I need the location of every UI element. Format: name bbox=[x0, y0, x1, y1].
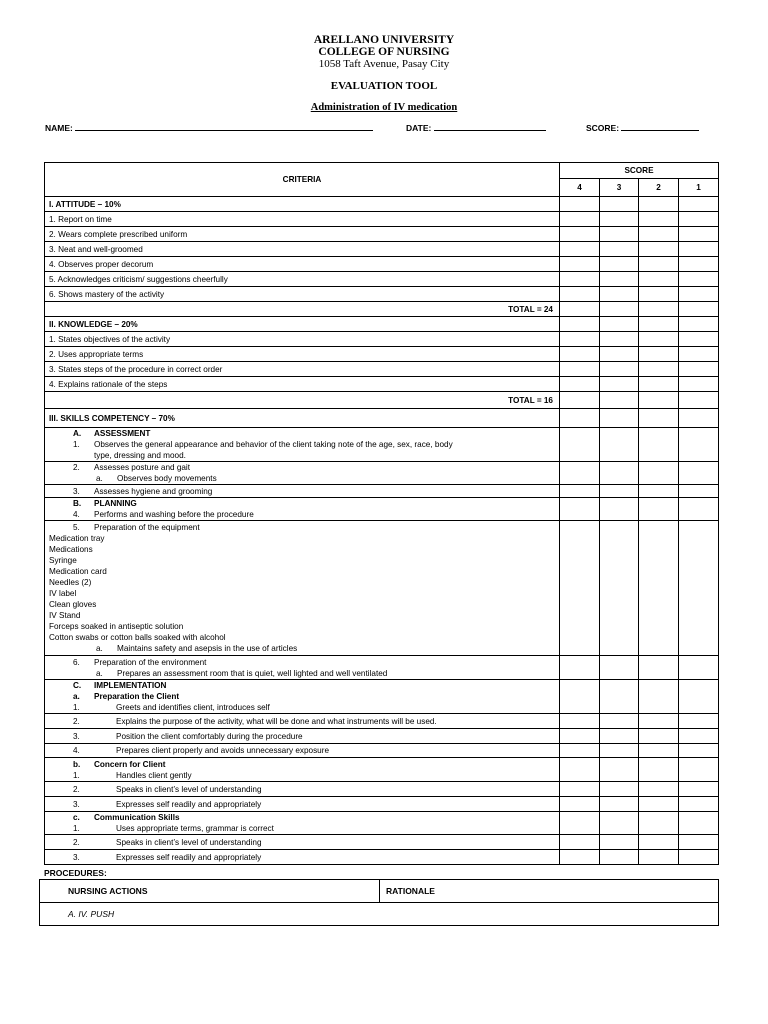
university-name: ARELLANO UNIVERSITY bbox=[313, 34, 455, 46]
score-cell[interactable] bbox=[560, 347, 600, 362]
score-cell[interactable] bbox=[679, 729, 719, 744]
concern-block: b. Concern for Client 1. Handles client gently bbox=[45, 758, 560, 782]
college-name: COLLEGE OF NURSING bbox=[318, 46, 450, 58]
score-cell[interactable] bbox=[560, 680, 600, 714]
score-cell bbox=[639, 197, 679, 212]
planning-block: B. PLANNING 4. Performs and washing before the procedure bbox=[45, 498, 560, 521]
score-cell[interactable] bbox=[600, 850, 639, 865]
tool-title: EVALUATION TOOL bbox=[330, 80, 438, 92]
score-cell[interactable] bbox=[679, 498, 719, 521]
score-cell[interactable] bbox=[560, 462, 600, 485]
score-cell[interactable] bbox=[639, 362, 679, 377]
score-cell[interactable] bbox=[600, 812, 639, 835]
score-cell[interactable] bbox=[639, 850, 679, 865]
score-cell bbox=[679, 302, 719, 317]
assessment-item: 2. Assesses posture and gait a. Observes body movements bbox=[45, 462, 560, 485]
name-field[interactable] bbox=[45, 122, 373, 133]
score-cell[interactable] bbox=[600, 797, 639, 812]
score-cell[interactable] bbox=[560, 656, 600, 680]
score-cell[interactable] bbox=[600, 485, 639, 498]
score-cell[interactable] bbox=[639, 498, 679, 521]
score-cell[interactable] bbox=[600, 656, 639, 680]
score-cell bbox=[600, 302, 639, 317]
criterion: 4. Explains rationale of the steps bbox=[45, 377, 560, 392]
score-cell[interactable] bbox=[600, 782, 639, 797]
score-cell[interactable] bbox=[639, 797, 679, 812]
score-cell bbox=[560, 317, 600, 332]
equipment-item: Medication tray bbox=[49, 534, 105, 543]
subtitle: Administration of IV medication bbox=[310, 102, 458, 113]
score-cell[interactable] bbox=[560, 332, 600, 347]
score-cell[interactable] bbox=[679, 332, 719, 347]
score-line[interactable] bbox=[621, 122, 699, 131]
criterion: 6. Shows mastery of the activity bbox=[45, 287, 560, 302]
score-cell[interactable] bbox=[560, 272, 600, 287]
score-cell[interactable] bbox=[639, 521, 679, 656]
score-col-4: 4 bbox=[560, 179, 600, 197]
criterion: 2. Uses appropriate terms bbox=[45, 347, 560, 362]
communication-item: 3. Expresses self readily and appropriately bbox=[45, 850, 560, 865]
score-cell[interactable] bbox=[600, 758, 639, 782]
criteria-header: CRITERIA bbox=[45, 163, 560, 197]
score-cell[interactable] bbox=[600, 362, 639, 377]
score-cell[interactable] bbox=[639, 287, 679, 302]
score-cell[interactable] bbox=[560, 428, 600, 462]
score-cell[interactable] bbox=[679, 362, 719, 377]
criterion: 5. Acknowledges criticism/ suggestions cheerfully bbox=[45, 272, 560, 287]
equipment-item: IV Stand bbox=[49, 611, 81, 620]
concern-item: 2. Speaks in client’s level of understanding bbox=[45, 782, 560, 797]
nursing-actions-header: NURSING ACTIONS bbox=[40, 880, 380, 903]
section-title: II. KNOWLEDGE – 20% bbox=[45, 317, 560, 332]
equipment-item: Needles (2) bbox=[49, 578, 92, 587]
criterion: 3. Neat and well-groomed bbox=[45, 242, 560, 257]
communication-block: c. Communication Skills 1. Uses appropriate terms, grammar is correct bbox=[45, 812, 560, 835]
score-cell[interactable] bbox=[679, 850, 719, 865]
score-cell[interactable] bbox=[679, 782, 719, 797]
date-field[interactable] bbox=[406, 122, 546, 133]
score-cell[interactable] bbox=[639, 729, 679, 744]
score-cell bbox=[679, 392, 719, 409]
date-line[interactable] bbox=[434, 122, 546, 131]
score-cell[interactable] bbox=[600, 521, 639, 656]
section-total: TOTAL = 16 bbox=[45, 392, 560, 409]
score-cell[interactable] bbox=[639, 377, 679, 392]
score-cell bbox=[560, 392, 600, 409]
score-cell[interactable] bbox=[560, 835, 600, 850]
score-cell[interactable] bbox=[679, 485, 719, 498]
score-cell bbox=[639, 409, 679, 428]
implementation-item: 4. Prepares client properly and avoids unnecessary exposure bbox=[45, 744, 560, 758]
assessment-item: 3. Assesses hygiene and grooming bbox=[45, 485, 560, 498]
address: 1058 Taft Avenue, Pasay City bbox=[318, 58, 450, 70]
score-cell[interactable] bbox=[600, 242, 639, 257]
score-cell[interactable] bbox=[679, 347, 719, 362]
score-cell[interactable] bbox=[600, 729, 639, 744]
score-cell[interactable] bbox=[679, 744, 719, 758]
score-cell[interactable] bbox=[600, 272, 639, 287]
score-cell[interactable] bbox=[679, 227, 719, 242]
score-cell[interactable] bbox=[639, 347, 679, 362]
equipment-item: Clean gloves bbox=[49, 600, 97, 609]
score-cell bbox=[560, 302, 600, 317]
equipment-item: Medication card bbox=[49, 567, 107, 576]
score-cell[interactable] bbox=[560, 797, 600, 812]
criterion: 3. States steps of the procedure in correct order bbox=[45, 362, 560, 377]
score-cell[interactable] bbox=[639, 714, 679, 729]
score-cell bbox=[600, 392, 639, 409]
rationale-header: RATIONALE bbox=[380, 880, 719, 903]
score-cell[interactable] bbox=[639, 428, 679, 462]
score-cell[interactable] bbox=[600, 835, 639, 850]
score-cell[interactable] bbox=[600, 257, 639, 272]
score-cell[interactable] bbox=[639, 812, 679, 835]
score-cell[interactable] bbox=[560, 242, 600, 257]
score-cell[interactable] bbox=[560, 758, 600, 782]
assessment-block: A. ASSESSMENT 1. Observes the general appearance and behavior of the client taking note of the age, sex, race, body type, dressing and mood. bbox=[45, 428, 560, 462]
section-title: I. ATTITUDE – 10% bbox=[45, 197, 560, 212]
section-total: TOTAL = 24 bbox=[45, 302, 560, 317]
score-cell[interactable] bbox=[560, 212, 600, 227]
score-cell[interactable] bbox=[560, 744, 600, 758]
score-cell[interactable] bbox=[639, 656, 679, 680]
score-cell[interactable] bbox=[639, 782, 679, 797]
name-line[interactable] bbox=[75, 122, 373, 131]
score-cell bbox=[560, 409, 600, 428]
score-cell[interactable] bbox=[679, 462, 719, 485]
score-cell[interactable] bbox=[560, 287, 600, 302]
score-cell[interactable] bbox=[679, 835, 719, 850]
implementation-block: C. IMPLEMENTATION a. Preparation the Client 1. Greets and identifies client, introduces self bbox=[45, 680, 560, 714]
score-cell[interactable] bbox=[679, 287, 719, 302]
score-cell[interactable] bbox=[639, 272, 679, 287]
score-col-1: 1 bbox=[679, 179, 719, 197]
score-cell[interactable] bbox=[639, 680, 679, 714]
name-label: NAME: bbox=[45, 123, 73, 133]
section-title: III. SKILLS COMPETENCY – 70% bbox=[45, 409, 560, 428]
score-cell[interactable] bbox=[560, 729, 600, 744]
score-cell[interactable] bbox=[679, 714, 719, 729]
score-cell bbox=[600, 409, 639, 428]
planning-item: 6. Preparation of the environment a. Prepares an assessment room that is quiet, well lighted and well ventilated bbox=[45, 656, 560, 680]
equipment-item: IV label bbox=[49, 589, 77, 598]
score-header: SCORE bbox=[560, 163, 719, 179]
score-cell[interactable] bbox=[679, 257, 719, 272]
score-col-3: 3 bbox=[600, 179, 639, 197]
score-cell[interactable] bbox=[679, 797, 719, 812]
score-cell[interactable] bbox=[600, 680, 639, 714]
score-cell[interactable] bbox=[600, 332, 639, 347]
score-cell[interactable] bbox=[560, 782, 600, 797]
score-cell bbox=[679, 197, 719, 212]
score-cell[interactable] bbox=[600, 462, 639, 485]
score-cell bbox=[639, 317, 679, 332]
criterion: 4. Observes proper decorum bbox=[45, 257, 560, 272]
equipment-item: Cotton swabs or cotton balls soaked with alcohol bbox=[49, 633, 226, 642]
score-cell[interactable] bbox=[639, 744, 679, 758]
communication-item: 2. Speaks in client’s level of understanding bbox=[45, 835, 560, 850]
score-label: SCORE: bbox=[586, 123, 620, 133]
score-cell bbox=[679, 317, 719, 332]
score-cell[interactable] bbox=[560, 714, 600, 729]
score-cell[interactable] bbox=[679, 656, 719, 680]
score-cell[interactable] bbox=[639, 758, 679, 782]
score-cell[interactable] bbox=[560, 521, 600, 656]
score-cell[interactable] bbox=[679, 758, 719, 782]
score-cell[interactable] bbox=[639, 212, 679, 227]
date-label: DATE: bbox=[406, 123, 432, 133]
score-cell[interactable] bbox=[639, 257, 679, 272]
score-cell[interactable] bbox=[560, 812, 600, 835]
criterion: 1. Report on time bbox=[45, 212, 560, 227]
score-cell[interactable] bbox=[560, 257, 600, 272]
score-cell[interactable] bbox=[679, 680, 719, 714]
score-cell[interactable] bbox=[600, 498, 639, 521]
score-cell[interactable] bbox=[600, 714, 639, 729]
score-cell[interactable] bbox=[560, 850, 600, 865]
score-cell[interactable] bbox=[600, 347, 639, 362]
score-cell bbox=[639, 392, 679, 409]
concern-item: 3. Expresses self readily and appropriately bbox=[45, 797, 560, 812]
procedures-table bbox=[39, 879, 719, 926]
criterion: 1. States objectives of the activity bbox=[45, 332, 560, 347]
score-field[interactable] bbox=[586, 122, 699, 133]
criteria-table bbox=[44, 162, 719, 865]
score-cell bbox=[639, 302, 679, 317]
equipment-block: 5. Preparation of the equipment Medication tray Medications Syringe Medication card Needles (2) IV label Clean gloves IV Stand Forceps soaked in antiseptic solution Cotton swabs or cotton balls soaked with alcohol a. Maintains safety and asepsis in the use of articles bbox=[45, 521, 560, 656]
procedures-label: PROCEDURES: bbox=[44, 868, 107, 878]
score-cell[interactable] bbox=[639, 242, 679, 257]
procedure-item: A. IV. PUSH bbox=[40, 903, 719, 926]
score-cell[interactable] bbox=[639, 485, 679, 498]
score-cell[interactable] bbox=[600, 287, 639, 302]
score-cell bbox=[679, 409, 719, 428]
score-cell[interactable] bbox=[639, 835, 679, 850]
score-cell[interactable] bbox=[600, 377, 639, 392]
score-cell[interactable] bbox=[600, 212, 639, 227]
equipment-item: Forceps soaked in antiseptic solution bbox=[49, 622, 184, 631]
score-cell bbox=[600, 197, 639, 212]
score-cell[interactable] bbox=[679, 428, 719, 462]
score-cell[interactable] bbox=[639, 227, 679, 242]
score-col-2: 2 bbox=[639, 179, 679, 197]
score-cell[interactable] bbox=[679, 272, 719, 287]
equipment-item: Medications bbox=[49, 545, 93, 554]
score-cell[interactable] bbox=[560, 227, 600, 242]
implementation-item: 2. Explains the purpose of the activity, what will be done and what instruments will be used. bbox=[45, 714, 560, 729]
score-cell[interactable] bbox=[560, 377, 600, 392]
score-cell[interactable] bbox=[679, 212, 719, 227]
score-cell[interactable] bbox=[560, 362, 600, 377]
score-cell[interactable] bbox=[639, 332, 679, 347]
score-cell[interactable] bbox=[639, 462, 679, 485]
score-cell[interactable] bbox=[679, 242, 719, 257]
score-cell[interactable] bbox=[560, 498, 600, 521]
score-cell[interactable] bbox=[679, 521, 719, 656]
score-cell bbox=[600, 317, 639, 332]
score-cell[interactable] bbox=[600, 744, 639, 758]
score-cell bbox=[560, 197, 600, 212]
score-cell[interactable] bbox=[560, 485, 600, 498]
score-cell[interactable] bbox=[679, 812, 719, 835]
score-cell[interactable] bbox=[679, 377, 719, 392]
score-cell[interactable] bbox=[600, 227, 639, 242]
equipment-item: Syringe bbox=[49, 556, 77, 565]
implementation-item: 3. Position the client comfortably during the procedure bbox=[45, 729, 560, 744]
score-cell[interactable] bbox=[600, 428, 639, 462]
criterion: 2. Wears complete prescribed uniform bbox=[45, 227, 560, 242]
